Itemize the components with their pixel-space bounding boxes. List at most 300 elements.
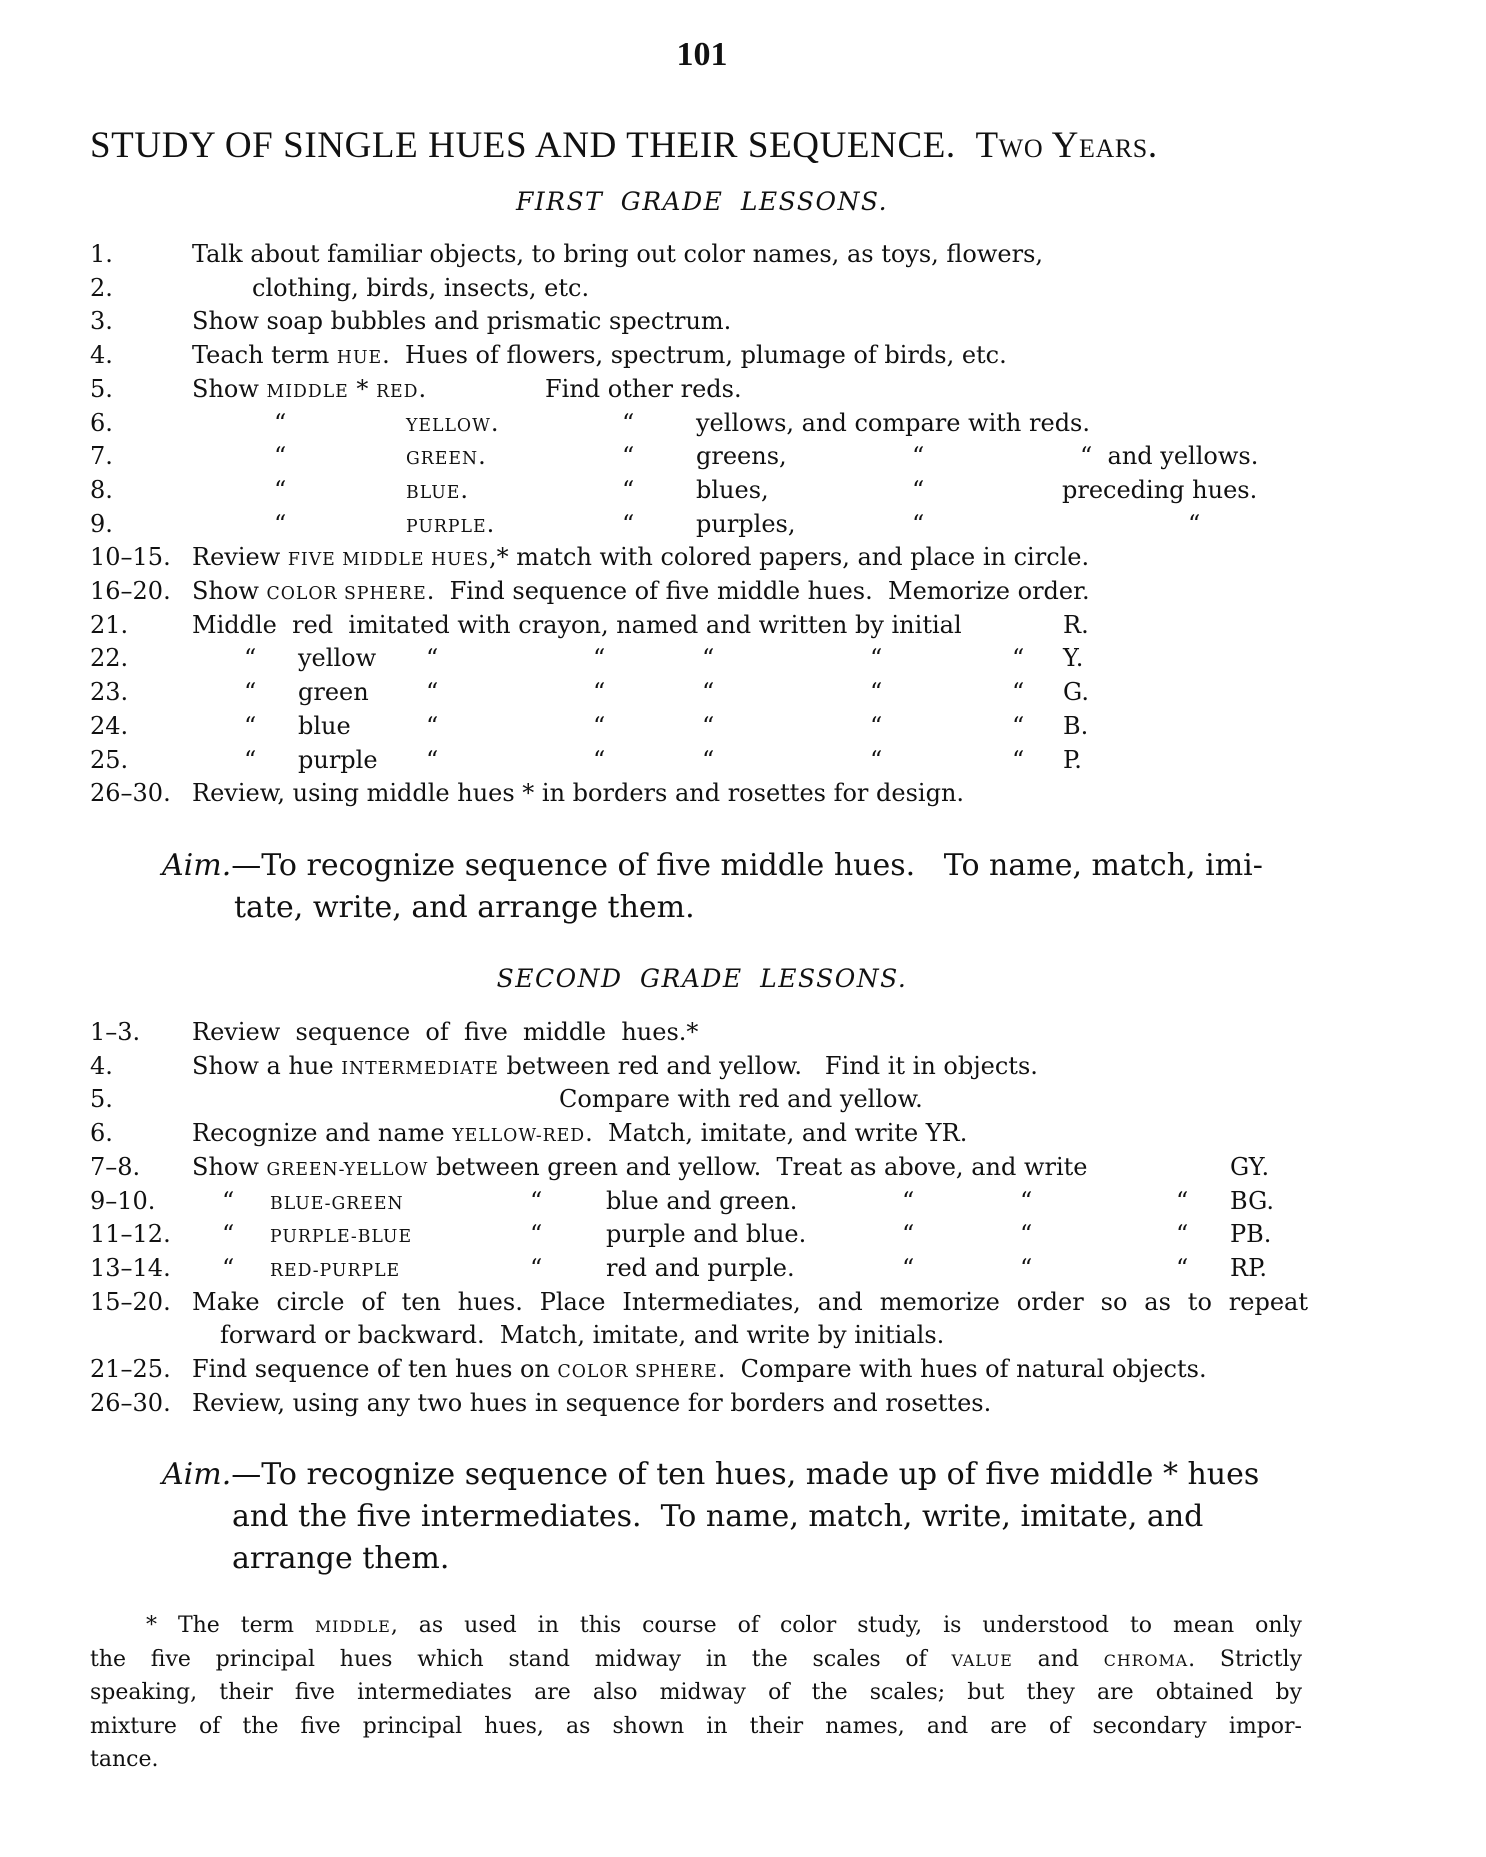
lesson-number: 23. [90,678,129,707]
lesson-cell [1063,675,1089,709]
text-segment: Middle red imitated with crayon, named and written by initial [192,610,962,639]
text-segment: “ [593,678,606,707]
lesson-cell [406,507,494,544]
text-segment: “ [622,408,635,437]
text-segment: “ [274,475,287,504]
lesson-number: 9. [90,509,113,538]
small-caps-term: VALUE [951,1650,1013,1670]
lesson-cell [702,743,714,777]
lesson-cell [1062,473,1257,507]
title-suffix: Two Years. [975,125,1158,166]
lesson-cell [426,675,438,709]
text-segment: “ [1176,1253,1189,1282]
lesson-row [0,439,1486,473]
text-segment: “ [870,678,883,707]
lesson-cell [912,473,924,507]
lesson-row [0,304,1486,338]
lesson-cell [1063,709,1088,743]
text-segment: “ [593,644,606,673]
small-caps-term: MIDDLE [266,381,349,402]
lesson-cell [1230,1184,1274,1218]
lesson-cell [1063,641,1083,675]
lesson-cell [1020,1217,1032,1251]
lesson-row [0,372,1486,406]
text-segment: Show [192,374,267,403]
lesson-cell [192,1116,967,1153]
text-segment: “ [912,442,925,471]
small-caps-term: PURPLE [406,516,487,537]
lesson-cell [222,1217,234,1251]
small-caps-term: MIDDLE [314,1617,391,1636]
aim-text: —To recognize sequence of five middle hues. To name, match, imi- [231,848,1263,883]
lesson-number: 26–30. [90,1388,171,1417]
lesson-cell [902,1217,914,1251]
lesson-number: 16–20. [90,577,171,605]
lesson-row [0,1318,1486,1352]
lesson-number: 11–12. [90,1220,171,1249]
lesson-cell [192,1285,1308,1319]
lesson-cell [622,439,634,473]
text-segment: Make circle of ten hues. Place Intermediates, and memorize order so as to repeat [192,1287,1308,1316]
lesson-cell [696,473,769,507]
footnote-line [90,1743,1302,1776]
text-segment: RP. [1230,1253,1267,1282]
text-segment: Y. [1063,644,1084,673]
footnote-line [146,1609,1302,1643]
footnote-line [90,1710,1302,1743]
text-segment: . Strictly [1188,1646,1303,1672]
lesson-cell [1176,1217,1188,1251]
lesson-number: 22. [90,644,129,673]
lesson-cell [622,507,634,541]
text-segment: “ [593,745,606,774]
text-segment: “ [244,745,257,774]
lesson-row [0,675,1486,709]
lesson-row [0,540,1486,574]
lesson-row [0,743,1486,777]
lesson-number: 5. [90,1085,113,1114]
lesson-cell [298,675,369,709]
text-segment: “ [912,475,925,504]
lesson-cell [192,1150,1087,1187]
lesson-cell [1020,1251,1032,1285]
lesson-number: 21–25. [90,1355,171,1383]
small-caps-term: BLUE [406,482,461,503]
lesson-row [0,237,1486,271]
small-caps-term: COLOR SPHERE [557,1362,718,1382]
lesson-cell [192,338,1007,375]
aim-label: Aim. [162,848,232,883]
lesson-row [0,338,1486,372]
text-segment: and [1012,1646,1104,1672]
lesson-cell [702,675,714,709]
lesson-number: 2. [90,273,113,302]
aim-text: and the five intermediates. To name, match, write, imitate, and [232,1499,1204,1534]
lesson-number: 13–14. [90,1253,171,1282]
lesson-cell [1176,1184,1188,1218]
text-segment: Review sequence of five middle hues.* [192,1018,699,1046]
lesson-cell [1063,743,1082,777]
lesson-row [0,406,1486,440]
lesson-cell [912,439,924,473]
text-segment: “ [702,711,715,740]
text-segment: “ [702,745,715,774]
lesson-cell [192,1352,1207,1389]
lesson-cell [1230,1251,1267,1285]
lesson-row [0,1184,1486,1218]
text-segment: “ [1020,1220,1033,1249]
lesson-cell [902,1184,914,1218]
text-segment: “ [244,644,257,673]
text-segment: “ [1012,644,1025,673]
small-caps-term: INTERMEDIATE [341,1058,499,1079]
text-segment: G. [1063,678,1089,707]
aim-line [162,846,1263,886]
text-segment: the five principal hues which stand midway in the scales of [90,1646,952,1672]
lesson-number: 6. [90,1119,113,1148]
text-segment: Show [192,1152,267,1181]
lesson-row [0,271,1486,305]
lesson-cell [696,439,787,473]
text-segment: “ [426,644,439,673]
page-title [90,124,1158,167]
text-segment: tance. [90,1747,159,1773]
text-segment: B. [1063,711,1089,740]
lesson-number: 25. [90,745,129,774]
text-segment: “ [1176,1220,1189,1249]
lesson-cell [192,1049,1038,1086]
lesson-cell [192,372,426,409]
lesson-cell [530,1251,542,1285]
lesson-cell [298,641,376,675]
lesson-cell [244,709,256,743]
text-segment: mixture of the five principal hues, as shown in their names, and are of secondary impor- [90,1713,1302,1739]
text-segment: blue and green. [606,1186,798,1215]
text-segment: “ [274,442,287,471]
text-segment: “ [912,509,925,538]
text-segment: “ [530,1253,543,1282]
lesson-cell [274,473,286,507]
text-segment: . [490,408,499,437]
text-segment: “ [1020,1253,1033,1282]
lesson-cell [252,271,589,305]
text-segment: preceding hues. [1062,475,1258,504]
text-segment: purple and blue. [606,1220,807,1249]
text-segment: . [418,374,427,403]
text-segment: “ [902,1253,915,1282]
lesson-number: 26–30. [90,779,171,808]
text-segment: Compare with red and yellow. [559,1085,923,1114]
text-segment: “ [244,678,257,707]
text-segment: “ [244,711,257,740]
aim-line [232,1497,1203,1537]
text-segment: “ [902,1186,915,1215]
lesson-cell [912,507,924,541]
lesson-cell [1080,439,1258,473]
text-segment: PB. [1230,1220,1272,1249]
lesson-row [0,608,1486,642]
text-segment: . Compare with hues of natural objects. [717,1355,1207,1383]
lesson-row [0,709,1486,743]
lesson-cell [1012,675,1024,709]
lesson-row [0,1251,1486,1285]
lesson-cell [1020,1184,1032,1218]
lesson-cell [870,675,882,709]
lesson-number: 24. [90,711,129,740]
lesson-cell [593,641,605,675]
text-segment: between red and yellow. Find it in objects. [498,1051,1038,1080]
lesson-row [0,1352,1486,1386]
text-segment: , as used in this course of color study, is understood to mean only [390,1613,1302,1638]
lesson-cell [274,439,286,473]
lesson-cell [696,406,1090,440]
text-segment: “ [622,442,635,471]
text-segment: . Find sequence of five middle hues. Memorize order. [426,577,1090,605]
small-caps-term: FIVE MIDDLE HUES [287,550,490,571]
lesson-row [0,574,1486,608]
lesson-cell [244,743,256,777]
small-caps-term: RED [376,381,419,402]
lesson-cell [622,406,634,440]
lesson-cell [593,675,605,709]
small-caps-term: RED-PURPLE [270,1260,401,1281]
lesson-cell [1012,743,1024,777]
lesson-cell [406,439,486,476]
text-segment: Find other reds. [545,374,742,403]
text-segment: Talk about familiar objects, to bring out color names, as toys, flowers, [192,240,1044,268]
lesson-cell [1063,608,1089,642]
small-caps-term: GREEN [406,449,479,470]
text-segment: yellows, and compare with reds. [696,408,1090,437]
lesson-cell [222,1184,234,1218]
lesson-row [0,1049,1486,1083]
lesson-cell [1188,507,1200,541]
lesson-cell [192,304,731,338]
text-segment: . [478,442,486,471]
small-caps-term: HUE [336,348,383,369]
text-segment: . [460,475,469,504]
lesson-cell [244,641,256,675]
text-segment: Show a hue [192,1051,342,1080]
lesson-cell [426,709,438,743]
title-main: STUDY OF SINGLE HUES AND THEIR SEQUENCE. [90,125,956,166]
lesson-number: 4. [90,1051,113,1080]
text-segment: purples, [696,509,796,538]
aim-line [232,1539,449,1579]
text-segment: Show soap bubbles and prismatic spectrum. [192,307,732,336]
text-segment: BG. [1230,1186,1275,1215]
text-segment: “ [870,711,883,740]
lesson-number: 7–8. [90,1152,141,1181]
footnote-line [90,1643,1302,1677]
aim-line [162,1455,1259,1495]
lesson-row [0,1150,1486,1184]
lesson-number: 6. [90,408,113,437]
lesson-cell [192,540,1089,577]
lesson-cell [270,1251,400,1288]
text-segment: Show [192,577,267,605]
text-segment: “ [274,509,287,538]
lesson-cell [244,675,256,709]
text-segment: . [486,509,495,538]
text-segment: R. [1063,610,1089,639]
lesson-cell [545,372,742,406]
text-segment: “ [1012,745,1025,774]
text-segment: clothing, birds, insects, etc. [252,273,590,302]
small-caps-term: PURPLE-BLUE [270,1227,413,1248]
text-segment: yellow [298,644,377,673]
lesson-cell [274,406,286,440]
lesson-cell [192,1386,991,1420]
aim-text: tate, write, and arrange them. [234,890,695,925]
text-segment: “ [530,1220,543,1249]
lesson-cell [298,743,378,777]
lesson-cell [530,1184,542,1218]
lesson-cell [622,473,634,507]
text-segment: “ [274,408,287,437]
lesson-cell [426,743,438,777]
text-segment: forward or backward. Match, imitate, and write by initials. [220,1321,945,1350]
text-segment: “ [902,1220,915,1249]
lesson-row [0,641,1486,675]
small-caps-term: YELLOW-RED [452,1126,586,1147]
text-segment: Review, using any two hues in sequence for borders and rosettes. [192,1388,992,1417]
text-segment: Find sequence of ten hues on [192,1355,558,1383]
page-number: 101 [676,36,728,73]
text-segment: blue [298,711,351,740]
lesson-cell [606,1184,797,1218]
text-segment: “ [1188,509,1201,538]
text-segment: “ and yellows. [1080,442,1259,471]
text-segment: “ [870,745,883,774]
text-segment: Recognize and name [192,1119,453,1148]
lesson-cell [298,709,351,743]
lesson-cell [270,1217,412,1254]
lesson-number: 8. [90,475,113,504]
lesson-row [0,1082,1486,1116]
text-segment: green [298,678,369,707]
lesson-cell [870,641,882,675]
lesson-cell [270,1184,404,1221]
lesson-number: 1. [90,240,113,268]
lesson-row [0,776,1486,810]
lesson-cell [1176,1251,1188,1285]
lesson-cell [559,1082,923,1116]
text-segment: Review, using middle hues * in borders and rosettes for design. [192,779,965,808]
lesson-cell [696,507,795,541]
lesson-cell [406,406,498,443]
lesson-row [0,1015,1486,1049]
lesson-cell [606,1251,795,1285]
lesson-cell [426,641,438,675]
footnote-line [90,1676,1302,1709]
lesson-number: 5. [90,374,113,403]
text-segment: P. [1063,745,1082,774]
text-segment: “ [1012,711,1025,740]
lesson-cell [192,608,962,642]
text-segment: . Match, imitate, and write YR. [585,1119,968,1148]
lesson-cell [870,709,882,743]
lesson-row [0,1116,1486,1150]
lesson-cell [1012,709,1024,743]
lesson-cell [593,709,605,743]
text-segment: ,* match with colored papers, and place in circle. [489,543,1090,572]
text-segment: * The term [146,1613,315,1638]
text-segment: between green and yellow. Treat as above, and write [428,1152,1088,1181]
text-segment: “ [426,745,439,774]
first-grade-heading: FIRST GRADE LESSONS. [515,187,889,216]
text-segment: GY. [1230,1152,1270,1181]
text-segment: Review [192,543,288,572]
aim-label: Aim. [162,1457,232,1492]
lesson-number: 4. [90,341,113,370]
lesson-cell [406,473,468,510]
lesson-cell [192,1015,698,1049]
small-caps-term: COLOR SPHERE [266,584,427,604]
text-segment: “ [222,1220,235,1249]
text-segment: “ [593,711,606,740]
lesson-cell [192,237,1043,271]
lesson-cell [870,743,882,777]
text-segment: “ [222,1253,235,1282]
text-segment: “ [530,1186,543,1215]
lesson-row [0,1386,1486,1420]
lesson-cell [702,641,714,675]
lesson-cell [902,1251,914,1285]
lesson-row [0,507,1486,541]
text-segment: “ [702,644,715,673]
text-segment: “ [622,475,635,504]
text-segment: “ [1012,678,1025,707]
aim-text: arrange them. [232,1541,450,1576]
lesson-cell [530,1217,542,1251]
text-segment: “ [426,678,439,707]
text-segment: purple [298,745,378,774]
text-segment: “ [426,711,439,740]
lesson-number: 7. [90,442,113,471]
lesson-cell [220,1318,944,1352]
aim-text: —To recognize sequence of ten hues, made up of five middle * hues [231,1457,1260,1492]
lesson-cell [606,1217,806,1251]
lesson-cell [1012,641,1024,675]
text-segment: “ [702,678,715,707]
lesson-cell [192,574,1090,611]
lesson-cell [1230,1217,1271,1251]
aim-line [234,888,695,928]
text-segment: * [348,374,377,403]
lesson-cell [274,507,286,541]
small-caps-term: BLUE-GREEN [270,1193,404,1214]
small-caps-term: GREEN-YELLOW [266,1159,429,1180]
text-segment: Teach term [192,341,337,370]
lesson-cell [222,1251,234,1285]
text-segment: . Hues of flowers, spectrum, plumage of birds, etc. [382,341,1007,370]
lesson-cell [192,776,964,810]
lesson-number: 21. [90,610,129,639]
lesson-number: 3. [90,307,113,336]
second-grade-heading: SECOND GRADE LESSONS. [496,964,908,993]
lesson-cell [593,743,605,777]
text-segment: speaking, their five intermediates are also midway of the scales; but they are obtained by [90,1680,1302,1706]
lesson-number: 15–20. [90,1287,171,1316]
text-segment: “ [870,644,883,673]
lesson-number: 9–10. [90,1186,156,1215]
lesson-row [0,1285,1486,1319]
small-caps-term: CHROMA [1103,1650,1189,1670]
small-caps-term: YELLOW [406,415,491,436]
text-segment: greens, [696,442,787,471]
text-segment: “ [222,1186,235,1215]
